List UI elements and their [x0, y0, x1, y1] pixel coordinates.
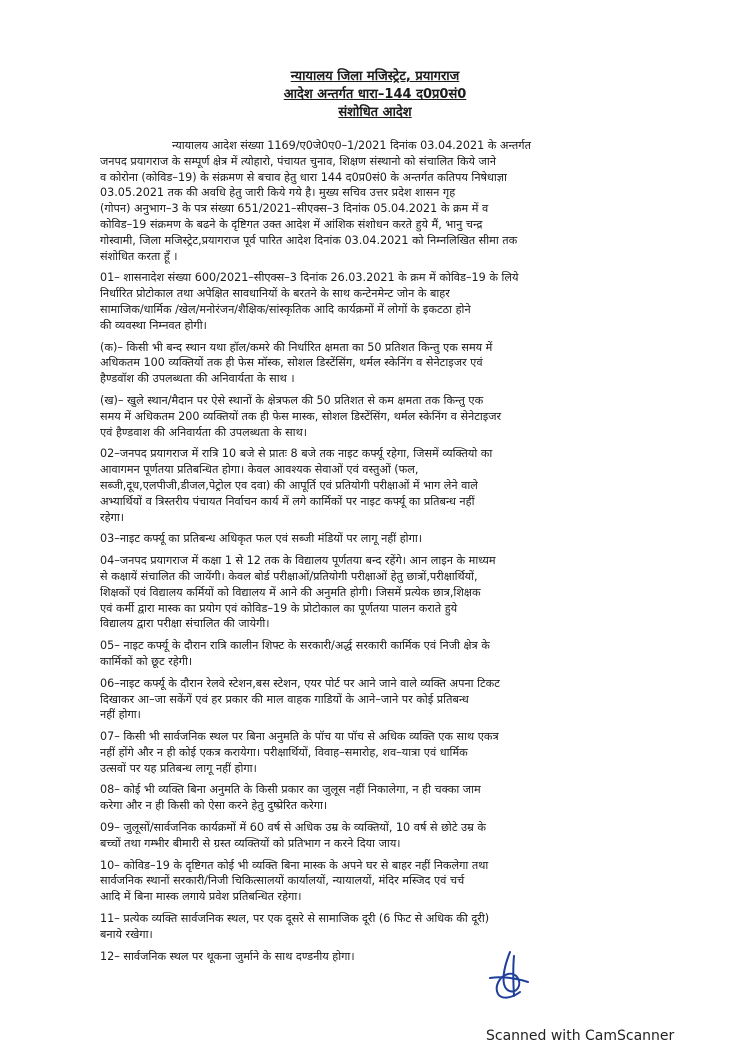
clause-line: दिखाकर आ–जा सकेंगें एवं हर प्रकार की माल वाहक गाडियों के आने–जाने पर कोई प्रतिबन्ध — [100, 692, 469, 706]
order-clause — [100, 911, 663, 943]
clause-line: से कक्षायें संचालित की जायेंगी। केवल बोर्ड परीक्षाओं/प्रतियोगी परीक्षाओं हेतु छात्रों,परीक्षार्थियों, — [100, 569, 478, 583]
court-title: न्यायालय जिला मजिस्ट्रेट, प्रयागराज — [290, 69, 460, 84]
intro-line: जनपद प्रयागराज के सम्पूर्ण क्षेत्र में त्योहारो, पंचायत चुनाव, शिक्षण संस्थानो को संचालित किये जाने — [100, 154, 496, 168]
clause-line: बच्चों तथा गम्भीर बीमारी से ग्रस्त व्यक्तियों को प्रतिभाग न करने दिया जाय। — [100, 836, 401, 850]
clause-line: एवं हैण्डवाश की अनिवार्यता की उपलब्धता के साथ। — [100, 425, 307, 439]
clause-line: नहीं होंगे और न ही कोई एकत्र करायेगा। परीक्षार्थियों, विवाह–समारोह, शव–यात्रा एवं धार्मिक — [100, 745, 468, 759]
clause-line: बनाये रखेगा। — [100, 927, 153, 941]
clause-line: शिक्षकों एवं विद्यालय कर्मियों को विद्यालय में आने की अनुमति होगी। जिसमें प्रत्येक छात्र,शिक्षक — [100, 585, 481, 599]
order-clause — [100, 553, 663, 632]
clause-line: की व्यवस्था निम्नवत होगी। — [100, 318, 207, 332]
intro-line: न्यायालय आदेश संख्या 1169/ए0जे0ए0–1/2021 दिनांक 03.04.2021 के अन्तर्गत — [172, 139, 531, 152]
clause-line: 02–जनपद प्रयागराज में रात्रि 10 बजे से प्रातः 8 बजे तक नाइट कर्फ्यू रहेगा, जिसमें व्यक्तियो का — [100, 447, 493, 461]
document-header — [0, 68, 750, 122]
clause-line: (ख)– खुले स्थान/मैदान पर ऐसे स्थानों के क्षेत्रफल की 50 प्रतिशत से कम क्षमता तक किन्तु एक — [100, 393, 484, 407]
clause-line: अधिकतम 100 व्यक्तियों तक ही फेस मॉस्क, सोशल डिस्टेंसिंग, थर्मल स्केनिंग व सेनेटाइजर एवं — [100, 356, 483, 370]
clause-line: कार्मिकों को छूट रहेगी। — [100, 654, 193, 668]
clause-line: 01– शासनादेश संख्या 600/2021–सीएक्स–3 दिनांक 26.03.2021 के क्रम में कोविड–19 के लिये — [100, 271, 519, 285]
clause-line: एवं कर्मी द्वारा मास्क का प्रयोग एवं कोविड–19 के प्रोटोकाल का पूर्णतया पालन कराते हुये — [100, 601, 458, 615]
intro-line: व कोरोना (कोविड–19) के संक्रमण से बचाव हेतु धारा 144 द0प्र0सं0 के अन्तर्गत कतिपय निषेधाज्ञा — [100, 170, 507, 184]
order-clause — [100, 858, 663, 905]
order-clause — [100, 638, 663, 670]
clause-line: 08– कोई भी व्यक्ति बिना अनुमति के किसी प्रकार का जुलूस नहीं निकालेगा, न ही चक्का जाम — [100, 783, 481, 797]
intro-line: संशोधित करता हूँ । — [100, 249, 178, 263]
intro-line: गोस्वामी, जिला मजिस्ट्रेट,प्रयागराज पूर्व पारित आदेश दिनांक 03.04.2021 को निम्नलिखित सीमा तक — [100, 233, 518, 247]
order-clause — [100, 729, 663, 776]
revised-order-title: संशोधित आदेश — [338, 105, 412, 120]
order-clause — [100, 949, 663, 965]
clause-line: सब्जी,दूध,एलपीजी,डीजल,पेट्रोल एव दवा) की आपूर्ति एवं प्रतियोगी परीक्षाओं में भाग लेने वाले — [100, 478, 478, 492]
clause-line: 03–नाइट कर्फ्यू का प्रतिबन्ध अधिकृत फल एवं सब्जी मंडियों पर लागू नहीं होगा। — [100, 532, 423, 546]
clause-line: सामाजिक/धार्मिक /खेल/मनोरंजन/शैक्षिक/सांस्कृतिक आदि कार्यक्रमों में लोगों के इकटठा होने — [100, 302, 471, 316]
clause-line: अभ्यार्थियों व त्रिस्तरीय पंचायत निर्वाचन कार्य में लगे कार्मिकों पर नाइट कर्फ्यू का प्रतिबन्ध नहीं — [100, 494, 475, 508]
intro-line: 03.05.2021 तक की अवधि हेतु जारी किये गये है। मुख्य सचिव उत्तर प्रदेश शासन गृह — [100, 186, 456, 200]
intro-line: कोविड–19 संक्रमण के बढने के दृष्टिगत उक्त आदेश में आंशिक संशोधन करते हुये मैं, भानु चन्द्र — [100, 217, 483, 231]
clause-line: 12– सार्वजनिक स्थल पर थूकना जुर्माने के साथ दण्डनीय होगा। — [100, 949, 355, 963]
clause-line: 06–नाइट कर्फ्यू के दौरान रेलवे स्टेशन,बस स्टेशन, एयर पोर्ट पर आने जाने वाले व्यक्ति अपना टिकट — [100, 676, 500, 690]
clause-line: हैण्डवॉश की उपलब्धता की अनिवार्यता के साथ । — [100, 372, 295, 386]
clause-line: करेगा और न ही किसी को ऐसा करने हेतु दुष्प्रेरित करेगा। — [100, 799, 328, 813]
clause-line: आदि में बिना मास्क लगाये प्रवेश प्रतिबन्धित रहेगा। — [100, 890, 302, 904]
order-section-title: आदेश अन्तर्गत धारा–144 द0प्र0सं0 — [283, 87, 467, 102]
order-clause — [100, 340, 663, 387]
document-body — [100, 138, 663, 970]
clause-line: रहेगा। — [100, 510, 124, 524]
clause-line: 09– जुलूसों/सार्वजनिक कार्यक्रमों में 60 वर्ष से अधिक उम्र के व्यक्तियों, 10 वर्ष से छोटे उम्र के — [100, 821, 486, 835]
scanner-watermark: Scanned with CamScanner — [486, 1028, 675, 1044]
clause-line: सार्वजनिक स्थानों सरकारी/निजी चिकित्सालयों कार्यालयों, न्यायालयों, मंदिर मस्जिद एवं चर्च — [100, 874, 465, 888]
clause-line: नहीं होगा। — [100, 708, 141, 722]
order-clause — [100, 270, 663, 333]
clause-line: उत्सवों पर यह प्रतिबन्ध लागू नहीं होगा। — [100, 761, 257, 775]
clause-line: आवागमन पूर्णतया प्रतिबन्धित होगा। केवल आवश्यक सेवाओं एवं वस्तुओं (फल, — [100, 463, 419, 477]
order-clause — [100, 393, 663, 440]
order-clause — [100, 446, 663, 525]
signature-mark — [480, 948, 540, 1004]
clause-line: 04–जनपद प्रयागराज में कक्षा 1 से 12 तक के विद्यालय पूर्णतया बन्द रहेंगे। आन लाइन के माध्यम — [100, 554, 496, 568]
clause-line: 10– कोविड–19 के दृष्टिगत कोई भी व्यक्ति बिना मास्क के अपने घर से बाहर नहीं निकलेगा तथा — [100, 858, 489, 872]
order-clause — [100, 820, 663, 852]
order-clause — [100, 782, 663, 814]
clause-line: समय में अधिकतम 200 व्यक्तियों तक ही फेस मास्क, सोशल डिस्टेंसिंग, थर्मल स्केनिंग व सेनेटाइजर — [100, 409, 502, 423]
clause-line: निर्धारित प्रोटोकाल तथा अपेक्षित सावधानियों के बरतने के साथ कन्टेनमेन्ट जोन के बाहर — [100, 287, 450, 301]
intro-line: (गोपन) अनुभाग–3 के पत्र संख्या 651/2021–सीएक्स–3 दिनांक 05.04.2021 के क्रम में व — [100, 202, 489, 216]
order-clause — [100, 676, 663, 723]
order-clause — [100, 531, 663, 547]
intro-paragraph — [100, 138, 663, 264]
clause-line: विद्यालय द्वारा परीक्षा संचालित की जायेगी। — [100, 617, 270, 631]
clause-line: (क)– किसी भी बन्द स्थान यथा हॉल/कमरे की निर्धारित क्षमता का 50 प्रतिशत किन्तु एक समय में — [100, 340, 493, 354]
order-clauses — [100, 270, 663, 964]
clause-line: 07– किसी भी सार्वजनिक स्थल पर बिना अनुमति के पॉच या पॉच से अधिक व्यक्ति एक साथ एकत्र — [100, 730, 499, 744]
clause-line: 11– प्रत्येक व्यक्ति सार्वजनिक स्थल, पर एक दूसरे से सामाजिक दूरी (6 फिट से अधिक की दूरी) — [100, 912, 490, 926]
clause-line: 05– नाइट कर्फ्यू के दौरान रात्रि कालीन शिफ्ट के सरकारी/अर्द्ध सरकारी कार्मिक एवं निजी क्षेत्र के — [100, 639, 490, 653]
